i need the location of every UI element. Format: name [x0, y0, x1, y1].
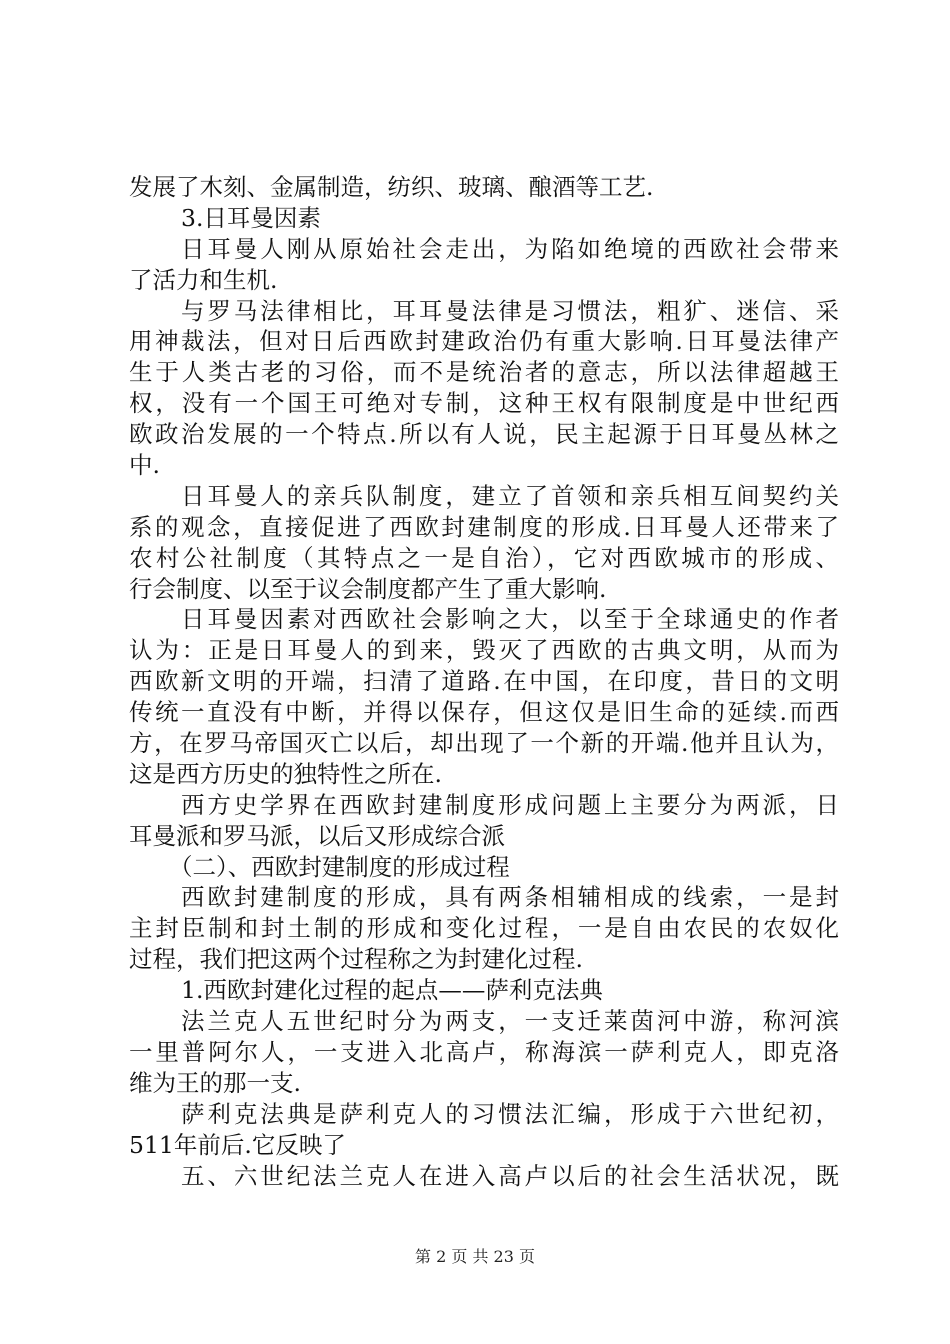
section-heading: （二）、西欧封建制度的形成过程: [169, 852, 510, 881]
text-line: 用神裁法，但对日后西欧封建政治仍有重大影响.日耳曼法律产: [129, 327, 839, 356]
text-line: 萨利克法典是萨利克人的习惯法汇编，形成于六世纪初，: [181, 1099, 839, 1128]
document-body: [129, 172, 839, 1191]
text-line: 权，没有一个国王可绝对专制，这种王权有限制度是中世纪西: [129, 389, 839, 418]
page-number-footer: 第 2 页 共 23 页: [415, 1247, 535, 1266]
text-line: 与罗马法律相比，耳耳曼法律是习惯法，粗犷、迷信、采: [181, 296, 839, 325]
text-line: 西欧封建制度的形成，具有两条相辅相成的线索，一是封: [181, 883, 839, 912]
text-line: 五、六世纪法兰克人在进入高卢以后的社会生活状况，既: [181, 1161, 839, 1190]
text-line: 行会制度、以至于议会制度都产生了重大影响.: [129, 574, 607, 603]
text-line: 耳曼派和罗马派，以后又形成综合派: [129, 821, 505, 850]
text-line: 一里普阿尔人，一支进入北高卢，称海滨一萨利克人，即克洛: [129, 1037, 839, 1066]
text-line: 过程，我们把这两个过程称之为封建化过程.: [129, 945, 583, 974]
text-line: 511年前后.它反映了: [129, 1130, 346, 1159]
text-line: 欧政治发展的一个特点.所以有人说，民主起源于日耳曼丛林之: [129, 420, 839, 449]
text-line: 认为：正是日耳曼人的到来，毁灭了西欧的古典文明，从而为: [129, 636, 839, 665]
text-line: 这是西方历史的独特性之所在.: [129, 759, 442, 788]
text-line: 西欧新文明的开端，扫清了道路.在中国，在印度，昔日的文明: [129, 667, 839, 696]
text-line: 日耳曼人刚从原始社会走出，为陷如绝境的西欧社会带来: [181, 234, 839, 263]
section-heading: 3.日耳曼因素: [181, 203, 321, 232]
text-line: 主封臣制和封土制的形成和变化过程，一是自由农民的农奴化: [129, 914, 839, 943]
text-line: 了活力和生机.: [129, 265, 278, 294]
text-line: 系的观念，直接促进了西欧封建制度的形成.日耳曼人还带来了: [129, 512, 839, 541]
text-line: 日耳曼因素对西欧社会影响之大，以至于全球通史的作者: [181, 605, 839, 634]
text-line: 法兰克人五世纪时分为两支，一支迁莱茵河中游，称河滨: [181, 1007, 839, 1036]
text-line: 西方史学界在西欧封建制度形成问题上主要分为两派，日: [181, 790, 839, 819]
text-line: 传统一直没有中断，并得以保存，但这仅是旧生命的延续.而西: [129, 698, 839, 727]
text-line: 方，在罗马帝国灭亡以后，却出现了一个新的开端.他并且认为，: [129, 729, 839, 758]
text-line: 中.: [129, 451, 160, 480]
text-line: 日耳曼人的亲兵队制度，建立了首领和亲兵相互间契约关: [181, 481, 839, 510]
text-line: 生于人类古老的习俗，而不是统治者的意志，所以法律超越王: [129, 358, 839, 387]
text-line: 发展了木刻、金属制造，纺织、玻璃、酿酒等工艺.: [129, 173, 654, 201]
section-heading: 1.西欧封建化过程的起点——萨利克法典: [181, 976, 603, 1005]
text-line: 维为王的那一支.: [129, 1068, 301, 1097]
text-line: 农村公社制度（其特点之一是自治），它对西欧城市的形成、: [129, 543, 839, 572]
